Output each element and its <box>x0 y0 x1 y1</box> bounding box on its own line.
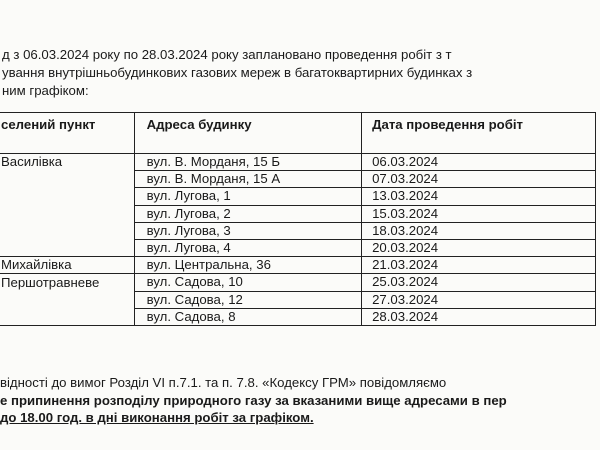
notice-line-2: е припинення розподілу природного газу за вказаними вище адресами в пер <box>0 392 507 408</box>
address-cell: вул. Центральна, 36 <box>134 257 361 274</box>
date-cell: 21.03.2024 <box>362 257 596 274</box>
table-row <box>0 188 596 205</box>
date-cell: 28.03.2024 <box>362 308 596 325</box>
intro-line-2: ування внутрішньобудинкових газових мереж в багатоквартирних будинках з <box>2 65 473 80</box>
table-row <box>0 154 596 171</box>
intro-paragraph <box>0 46 600 100</box>
table-row <box>0 222 596 239</box>
settlement-cell: Василівка <box>0 154 134 171</box>
settlement-cell <box>0 239 134 256</box>
date-cell: 15.03.2024 <box>362 205 596 222</box>
table-row <box>0 274 596 291</box>
table-row <box>0 257 596 274</box>
intro-line-3: ним графіком: <box>2 83 89 98</box>
date-cell: 27.03.2024 <box>362 291 596 308</box>
settlement-cell: Першотравневе <box>0 274 134 291</box>
table-row <box>0 291 596 308</box>
header-date: Дата проведення робіт <box>362 113 596 154</box>
address-cell: вул. В. Морданя, 15 Б <box>134 154 361 171</box>
date-cell: 20.03.2024 <box>362 239 596 256</box>
date-cell: 25.03.2024 <box>362 274 596 291</box>
settlement-cell: Михайлівка <box>0 257 134 274</box>
header-address: Адреса будинку <box>134 113 361 154</box>
address-cell: вул. Садова, 8 <box>134 308 361 325</box>
settlement-cell <box>0 205 134 222</box>
notice-paragraph <box>0 374 600 427</box>
settlement-cell <box>0 171 134 188</box>
table-row <box>0 308 596 325</box>
address-cell: вул. Лугова, 1 <box>134 188 361 205</box>
header-settlement: селений пункт <box>0 113 134 154</box>
address-cell: вул. Лугова, 2 <box>134 205 361 222</box>
address-cell: вул. Лугова, 4 <box>134 239 361 256</box>
date-cell: 13.03.2024 <box>362 188 596 205</box>
table-row <box>0 205 596 222</box>
schedule-table <box>0 112 596 326</box>
notice-line-1: відності до вимог Розділ VI п.7.1. та п. 7.8. «Кодексу ГРМ» повідомляємо <box>0 375 447 390</box>
table-row <box>0 239 596 256</box>
settlement-cell <box>0 188 134 205</box>
notice-line-3: до 18.00 год. в дні виконання робіт за графіком. <box>0 410 314 425</box>
address-cell: вул. Лугова, 3 <box>134 222 361 239</box>
settlement-cell <box>0 291 134 308</box>
table-row <box>0 171 596 188</box>
address-cell: вул. Садова, 10 <box>134 274 361 291</box>
table-header-row <box>0 113 596 154</box>
date-cell: 18.03.2024 <box>362 222 596 239</box>
settlement-cell <box>0 308 134 325</box>
intro-line-1: д з 06.03.2024 року по 28.03.2024 року заплановано проведення робіт з т <box>2 47 452 62</box>
address-cell: вул. В. Морданя, 15 А <box>134 171 361 188</box>
address-cell: вул. Садова, 12 <box>134 291 361 308</box>
settlement-cell <box>0 222 134 239</box>
date-cell: 06.03.2024 <box>362 154 596 171</box>
date-cell: 07.03.2024 <box>362 171 596 188</box>
